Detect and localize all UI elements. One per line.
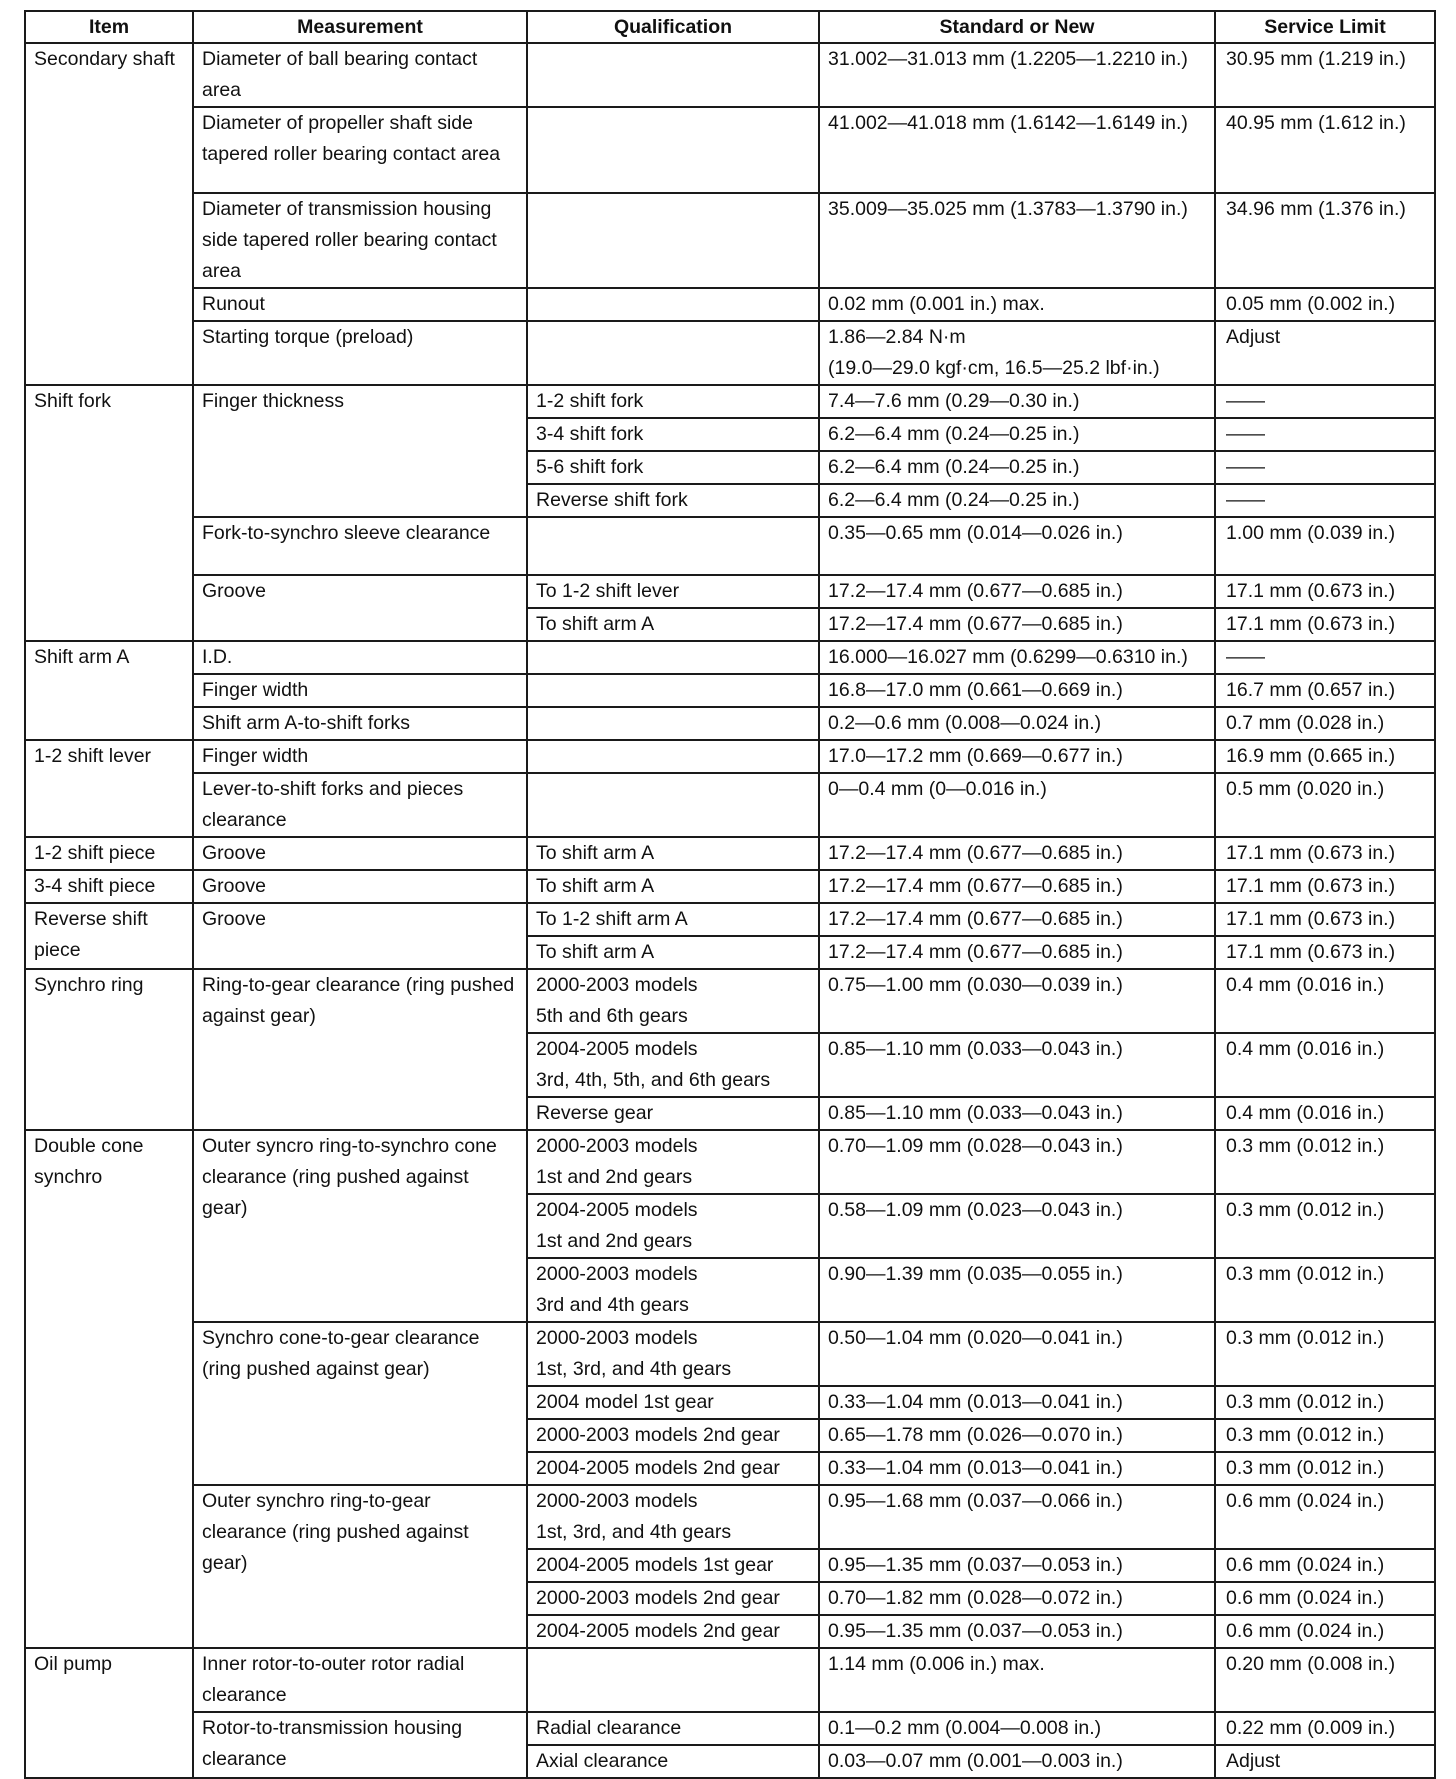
qualification-line: 3rd and 4th gears: [536, 1294, 689, 1316]
qualification-line: 5th and 6th gears: [536, 1005, 688, 1027]
standard-cell: [819, 321, 1215, 385]
table-row: [25, 517, 1435, 575]
standard-cell: 0.65—1.78 mm (0.026—0.070 in.): [819, 1419, 1215, 1452]
limit-cell: 0.3 mm (0.012 in.): [1215, 1130, 1435, 1194]
qualification-line: 2004-2005 models: [536, 1199, 698, 1221]
measurement-cell: Finger width: [193, 674, 527, 707]
table-row: [25, 641, 1435, 674]
table-row: [25, 288, 1435, 321]
limit-cell: 1.00 mm (0.039 in.): [1215, 517, 1435, 575]
limit-cell: Adjust: [1215, 1745, 1435, 1778]
header-item: Item: [25, 11, 193, 43]
standard-cell: 41.002—41.018 mm (1.6142—1.6149 in.): [819, 107, 1215, 193]
qualification-line: 2000-2003 models: [536, 974, 698, 996]
qualification-cell: [527, 321, 819, 385]
qualification-cell: 2000-2003 models 2nd gear: [527, 1582, 819, 1615]
table-row: [25, 1712, 1435, 1745]
qualification-cell: 5-6 shift fork: [527, 451, 819, 484]
standard-cell: 0.1—0.2 mm (0.004—0.008 in.): [819, 1712, 1215, 1745]
qualification-cell: [527, 740, 819, 773]
qualification-line: 1st and 2nd gears: [536, 1166, 693, 1188]
qualification-line: 3rd, 4th, 5th, and 6th gears: [536, 1069, 771, 1091]
item-cell: Reverse shift piece: [25, 903, 193, 969]
limit-cell: 30.95 mm (1.219 in.): [1215, 43, 1435, 107]
limit-cell: 0.20 mm (0.008 in.): [1215, 1648, 1435, 1712]
limit-cell: ——: [1215, 641, 1435, 674]
measurement-cell: Starting torque (preload): [193, 321, 527, 385]
measurement-cell: Ring-to-gear clearance (ring pushed against gear): [193, 969, 527, 1130]
limit-cell: 0.05 mm (0.002 in.): [1215, 288, 1435, 321]
standard-cell: 7.4—7.6 mm (0.29—0.30 in.): [819, 385, 1215, 418]
standard-cell: 31.002—31.013 mm (1.2205—1.2210 in.): [819, 43, 1215, 107]
measurement-cell: Rotor-to-transmission housing clearance: [193, 1712, 527, 1778]
limit-cell: 0.3 mm (0.012 in.): [1215, 1452, 1435, 1485]
table-row: [25, 837, 1435, 870]
measurement-cell: Runout: [193, 288, 527, 321]
qualification-line: 1st, 3rd, and 4th gears: [536, 1521, 732, 1543]
measurement-cell: Diameter of propeller shaft side tapered roller bearing contact area: [193, 107, 527, 193]
header-measurement: Measurement: [193, 11, 527, 43]
limit-cell: 0.3 mm (0.012 in.): [1215, 1258, 1435, 1322]
qualification-cell: [527, 641, 819, 674]
table-row: [25, 321, 1435, 385]
qualification-line: 2000-2003 models: [536, 1327, 698, 1349]
limit-cell: 0.6 mm (0.024 in.): [1215, 1615, 1435, 1648]
qualification-line: 2000-2003 models: [536, 1135, 698, 1157]
table-row: [25, 1322, 1435, 1386]
limit-cell: 0.3 mm (0.012 in.): [1215, 1322, 1435, 1386]
table-row: [25, 193, 1435, 288]
qualification-cell: To shift arm A: [527, 608, 819, 641]
qualification-cell: 2004-2005 models 2nd gear: [527, 1452, 819, 1485]
qualification-cell: [527, 773, 819, 837]
qualification-cell: [527, 969, 819, 1033]
table-row: [25, 385, 1435, 418]
qualification-cell: [527, 43, 819, 107]
measurement-cell: I.D.: [193, 641, 527, 674]
qualification-cell: [527, 1485, 819, 1549]
qualification-cell: [527, 1194, 819, 1258]
limit-cell: 34.96 mm (1.376 in.): [1215, 193, 1435, 288]
limit-cell: 0.3 mm (0.012 in.): [1215, 1419, 1435, 1452]
standard-cell: 0.70—1.82 mm (0.028—0.072 in.): [819, 1582, 1215, 1615]
item-cell: Shift fork: [25, 385, 193, 641]
limit-cell: 16.7 mm (0.657 in.): [1215, 674, 1435, 707]
standard-cell: 0.58—1.09 mm (0.023—0.043 in.): [819, 1194, 1215, 1258]
standard-cell: 0.50—1.04 mm (0.020—0.041 in.): [819, 1322, 1215, 1386]
qualification-cell: To shift arm A: [527, 870, 819, 903]
limit-cell: 0.3 mm (0.012 in.): [1215, 1194, 1435, 1258]
table-row: [25, 870, 1435, 903]
item-cell: Oil pump: [25, 1648, 193, 1778]
header-limit: Service Limit: [1215, 11, 1435, 43]
qualification-cell: 2004-2005 models 1st gear: [527, 1549, 819, 1582]
limit-cell: 17.1 mm (0.673 in.): [1215, 608, 1435, 641]
qualification-cell: [527, 107, 819, 193]
standard-cell: 0.95—1.35 mm (0.037—0.053 in.): [819, 1615, 1215, 1648]
standard-cell: 0.70—1.09 mm (0.028—0.043 in.): [819, 1130, 1215, 1194]
qualification-cell: Reverse shift fork: [527, 484, 819, 517]
standard-cell: 6.2—6.4 mm (0.24—0.25 in.): [819, 418, 1215, 451]
limit-cell: 0.22 mm (0.009 in.): [1215, 1712, 1435, 1745]
item-cell: Synchro ring: [25, 969, 193, 1130]
limit-cell: ——: [1215, 385, 1435, 418]
qualification-cell: Radial clearance: [527, 1712, 819, 1745]
qualification-cell: 2004-2005 models 2nd gear: [527, 1615, 819, 1648]
standard-cell: 0.85—1.10 mm (0.033—0.043 in.): [819, 1097, 1215, 1130]
standard-cell: 0.33—1.04 mm (0.013—0.041 in.): [819, 1386, 1215, 1419]
table-row: [25, 969, 1435, 1033]
item-cell: Secondary shaft: [25, 43, 193, 385]
limit-cell: 0.3 mm (0.012 in.): [1215, 1386, 1435, 1419]
measurement-cell: Groove: [193, 870, 527, 903]
qualification-cell: [527, 288, 819, 321]
qualification-line: 1st and 2nd gears: [536, 1230, 693, 1252]
table-row: [25, 740, 1435, 773]
qualification-cell: 3-4 shift fork: [527, 418, 819, 451]
item-cell: 1-2 shift lever: [25, 740, 193, 837]
standard-cell: 35.009—35.025 mm (1.3783—1.3790 in.): [819, 193, 1215, 288]
qualification-line: 2000-2003 models: [536, 1263, 698, 1285]
table-row: [25, 1130, 1435, 1194]
table-row: [25, 674, 1435, 707]
limit-cell: 17.1 mm (0.673 in.): [1215, 575, 1435, 608]
table-row: [25, 707, 1435, 740]
limit-cell: ——: [1215, 451, 1435, 484]
standard-cell: 0.33—1.04 mm (0.013—0.041 in.): [819, 1452, 1215, 1485]
limit-cell: 0.6 mm (0.024 in.): [1215, 1485, 1435, 1549]
limit-cell: ——: [1215, 418, 1435, 451]
qualification-cell: To shift arm A: [527, 936, 819, 969]
qualification-cell: 2000-2003 models 2nd gear: [527, 1419, 819, 1452]
table-row: [25, 773, 1435, 837]
limit-cell: 17.1 mm (0.673 in.): [1215, 837, 1435, 870]
standard-cell: 17.2—17.4 mm (0.677—0.685 in.): [819, 903, 1215, 936]
limit-cell: 17.1 mm (0.673 in.): [1215, 936, 1435, 969]
qualification-cell: Axial clearance: [527, 1745, 819, 1778]
limit-cell: 40.95 mm (1.612 in.): [1215, 107, 1435, 193]
standard-cell: 0.35—0.65 mm (0.014—0.026 in.): [819, 517, 1215, 575]
header-qualification: Qualification: [527, 11, 819, 43]
limit-cell: Adjust: [1215, 321, 1435, 385]
measurement-cell: Outer syncro ring-to-synchro cone clearance (ring pushed against gear): [193, 1130, 527, 1322]
qualification-cell: To 1-2 shift arm A: [527, 903, 819, 936]
standard-cell: 0.03—0.07 mm (0.001—0.003 in.): [819, 1745, 1215, 1778]
measurement-cell: Outer synchro ring-to-gear clearance (ring pushed against gear): [193, 1485, 527, 1648]
standard-cell: 6.2—6.4 mm (0.24—0.25 in.): [819, 484, 1215, 517]
measurement-cell: Finger thickness: [193, 385, 527, 517]
qualification-cell: To shift arm A: [527, 837, 819, 870]
qualification-cell: [527, 1130, 819, 1194]
measurement-cell: Synchro cone-to-gear clearance (ring pushed against gear): [193, 1322, 527, 1485]
limit-cell: 0.4 mm (0.016 in.): [1215, 969, 1435, 1033]
qualification-cell: 2004 model 1st gear: [527, 1386, 819, 1419]
table-row: [25, 575, 1435, 608]
table-row: [25, 903, 1435, 936]
limit-cell: ——: [1215, 484, 1435, 517]
spec-table: [24, 10, 1436, 1779]
measurement-cell: Inner rotor-to-outer rotor radial clearance: [193, 1648, 527, 1712]
limit-cell: 0.6 mm (0.024 in.): [1215, 1549, 1435, 1582]
qualification-cell: [527, 1322, 819, 1386]
qualification-cell: Reverse gear: [527, 1097, 819, 1130]
standard-cell: 17.0—17.2 mm (0.669—0.677 in.): [819, 740, 1215, 773]
limit-cell: 17.1 mm (0.673 in.): [1215, 870, 1435, 903]
measurement-cell: Shift arm A-to-shift forks: [193, 707, 527, 740]
measurement-cell: Lever-to-shift forks and pieces clearance: [193, 773, 527, 837]
standard-cell: 17.2—17.4 mm (0.677—0.685 in.): [819, 575, 1215, 608]
qualification-line: 2000-2003 models: [536, 1490, 698, 1512]
measurement-cell: Diameter of ball bearing contact area: [193, 43, 527, 107]
limit-cell: 0.4 mm (0.016 in.): [1215, 1097, 1435, 1130]
standard-cell: 6.2—6.4 mm (0.24—0.25 in.): [819, 451, 1215, 484]
item-cell: Double cone synchro: [25, 1130, 193, 1648]
standard-cell: 16.000—16.027 mm (0.6299—0.6310 in.): [819, 641, 1215, 674]
standard-cell: 17.2—17.4 mm (0.677—0.685 in.): [819, 936, 1215, 969]
table-row: [25, 43, 1435, 107]
standard-line: 1.86—2.84 N·m: [828, 326, 966, 348]
qualification-cell: [527, 1648, 819, 1712]
limit-cell: 17.1 mm (0.673 in.): [1215, 903, 1435, 936]
standard-cell: 17.2—17.4 mm (0.677—0.685 in.): [819, 608, 1215, 641]
measurement-cell: Finger width: [193, 740, 527, 773]
qualification-line: 1st, 3rd, and 4th gears: [536, 1358, 732, 1380]
table-row: [25, 1485, 1435, 1549]
table-row: [25, 1648, 1435, 1712]
item-cell: 3-4 shift piece: [25, 870, 193, 903]
limit-cell: 0.6 mm (0.024 in.): [1215, 1582, 1435, 1615]
qualification-cell: [527, 707, 819, 740]
qualification-cell: [527, 517, 819, 575]
limit-cell: 0.4 mm (0.016 in.): [1215, 1033, 1435, 1097]
qualification-line: 2004-2005 models: [536, 1038, 698, 1060]
limit-cell: 0.5 mm (0.020 in.): [1215, 773, 1435, 837]
standard-cell: 0.95—1.68 mm (0.037—0.066 in.): [819, 1485, 1215, 1549]
standard-line: (19.0—29.0 kgf·cm, 16.5—25.2 lbf·in.): [828, 357, 1160, 379]
table-row: [25, 107, 1435, 193]
qualification-cell: [527, 1258, 819, 1322]
limit-cell: 0.7 mm (0.028 in.): [1215, 707, 1435, 740]
qualification-cell: 1-2 shift fork: [527, 385, 819, 418]
qualification-cell: [527, 1033, 819, 1097]
standard-cell: 0.90—1.39 mm (0.035—0.055 in.): [819, 1258, 1215, 1322]
standard-cell: 0.85—1.10 mm (0.033—0.043 in.): [819, 1033, 1215, 1097]
measurement-cell: Groove: [193, 903, 527, 969]
standard-cell: 0.75—1.00 mm (0.030—0.039 in.): [819, 969, 1215, 1033]
header-standard: Standard or New: [819, 11, 1215, 43]
limit-cell: 16.9 mm (0.665 in.): [1215, 740, 1435, 773]
measurement-cell: Groove: [193, 575, 527, 641]
header-row: [25, 11, 1435, 43]
measurement-cell: Diameter of transmission housing side tapered roller bearing contact area: [193, 193, 527, 288]
standard-cell: 0.95—1.35 mm (0.037—0.053 in.): [819, 1549, 1215, 1582]
qualification-cell: [527, 193, 819, 288]
standard-cell: 17.2—17.4 mm (0.677—0.685 in.): [819, 870, 1215, 903]
standard-cell: 16.8—17.0 mm (0.661—0.669 in.): [819, 674, 1215, 707]
qualification-cell: [527, 674, 819, 707]
standard-cell: 0—0.4 mm (0—0.016 in.): [819, 773, 1215, 837]
standard-cell: 17.2—17.4 mm (0.677—0.685 in.): [819, 837, 1215, 870]
qualification-cell: To 1-2 shift lever: [527, 575, 819, 608]
standard-cell: 1.14 mm (0.006 in.) max.: [819, 1648, 1215, 1712]
standard-cell: 0.2—0.6 mm (0.008—0.024 in.): [819, 707, 1215, 740]
standard-cell: 0.02 mm (0.001 in.) max.: [819, 288, 1215, 321]
item-cell: 1-2 shift piece: [25, 837, 193, 870]
measurement-cell: Groove: [193, 837, 527, 870]
measurement-cell: Fork-to-synchro sleeve clearance: [193, 517, 527, 575]
item-cell: Shift arm A: [25, 641, 193, 740]
